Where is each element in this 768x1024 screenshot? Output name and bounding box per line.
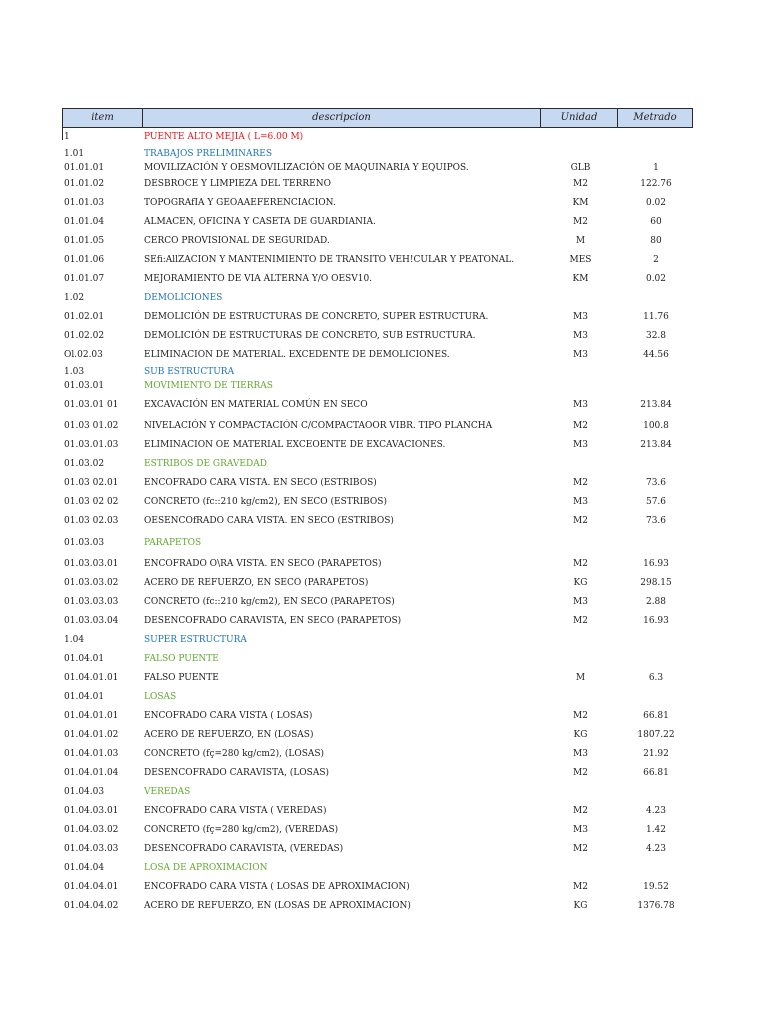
- row-metrado: 16.93: [643, 616, 669, 626]
- table-row: [62, 726, 693, 745]
- row-metrado: 19.52: [643, 882, 669, 892]
- row-unit: M3: [573, 331, 588, 341]
- row-description: ENCOFRADO CARA VISTA ( LOSAS DE APROXIMACION): [144, 882, 410, 892]
- row-description: SUB ESTRUCTURA: [144, 367, 235, 377]
- row-code: 01.01.01: [64, 163, 105, 173]
- row-unit: M: [575, 236, 586, 246]
- row-metrado: 2: [653, 255, 659, 265]
- row-unit: M2: [573, 516, 588, 526]
- table-row: [62, 783, 693, 802]
- row-metrado: 2.88: [645, 597, 667, 607]
- table-row: [62, 194, 693, 213]
- row-code: 01.02.02: [64, 331, 105, 341]
- row-unit: KM: [572, 198, 589, 208]
- table-row: [62, 308, 693, 327]
- row-description: EXCAVACIÓN EN MATERIAL COMÚN EN SECO: [144, 400, 368, 410]
- row-description: ELIMINACION DE MATERIAL. EXCEDENTE DE DEMOLICIONES.: [144, 350, 450, 360]
- row-unit: M2: [573, 768, 588, 778]
- row-description: MOVILIZACIÓN Y OESMOVILIZACIÓN OE MAQUINARIA Y EQUIPOS.: [144, 163, 469, 173]
- row-unit: M2: [573, 711, 588, 721]
- table-row: [62, 161, 693, 175]
- row-code: 01.03 02.03: [64, 516, 119, 526]
- row-code: 1.02: [64, 293, 85, 303]
- row-metrado: 66.81: [643, 768, 669, 778]
- header-unidad: Unidad: [541, 109, 618, 127]
- row-unit: M2: [573, 179, 588, 189]
- table-row: [62, 365, 693, 379]
- table-row: [62, 147, 693, 161]
- row-description: OESENCOfRADO CARA VISTA. EN SECO (ESTRIBOS): [144, 516, 394, 526]
- row-metrado: 4.23: [645, 806, 667, 816]
- row-description: TOPOGRAfIA Y GEOAAEFERENCIACION.: [144, 198, 336, 208]
- row-metrado: 4.23: [645, 844, 667, 854]
- table-row: [62, 650, 693, 669]
- row-unit: KG: [573, 901, 588, 911]
- row-description: ENCOFRADO CARA VISTA. EN SECO (ESTRIBOS): [144, 478, 377, 488]
- table-header: [62, 108, 693, 128]
- table-row: [62, 251, 693, 270]
- row-description: PUENTE ALTO MEJIA ( L=6.00 M): [144, 132, 304, 142]
- row-code: 01.03.01: [64, 381, 105, 391]
- row-code: 01.04.03.03: [64, 844, 119, 854]
- row-unit: M2: [573, 844, 588, 854]
- row-metrado: 80: [650, 236, 662, 246]
- row-description: ACERO DE REFUERZO, EN SECO (PARAPETOS): [144, 578, 369, 588]
- row-description: SEfi:AllZACION Y MANTENIMIENTO DE TRANSITO VEH!CULAR Y PEATONAL.: [144, 255, 515, 265]
- table-row: [62, 393, 693, 417]
- header-descripcion: descripcion: [143, 109, 541, 127]
- row-unit: M3: [573, 497, 588, 507]
- row-code: 01.04.01.04: [64, 768, 119, 778]
- table-row: [62, 631, 693, 650]
- row-code: 01.03.01 01: [64, 400, 119, 410]
- row-description: LOSAS: [144, 692, 177, 702]
- row-description: TRABAJOS PRELIMINARES: [144, 149, 272, 159]
- row-unit: MES: [569, 255, 592, 265]
- row-unit: M2: [573, 806, 588, 816]
- row-metrado: 100.8: [643, 421, 669, 431]
- row-description: ACERO DE REFUERZO, EN (LOSAS): [144, 730, 314, 740]
- row-unit: KG: [573, 578, 588, 588]
- row-metrado: 73.6: [645, 478, 667, 488]
- table-row: [62, 379, 693, 393]
- row-metrado: 1807.22: [637, 730, 675, 740]
- row-code: 01.04.01.03: [64, 749, 119, 759]
- row-unit: M2: [573, 478, 588, 488]
- budget-table: [62, 108, 693, 916]
- header-item: item: [63, 109, 143, 127]
- row-code: 01.04.01.02: [64, 730, 119, 740]
- row-code: 1.03: [64, 367, 85, 377]
- table-row: [62, 593, 693, 612]
- row-description: CERCO PROVISIONAL DE SEGURIDAD.: [144, 236, 330, 246]
- row-metrado: 44.56: [643, 350, 669, 360]
- row-code: 01.03 01.02: [64, 421, 119, 431]
- row-description: CONCRETO (fc::210 kg/cm2), EN SECO (PARAPETOS): [144, 597, 395, 607]
- table-body: [62, 128, 693, 916]
- row-description: DESENCOFRADO CARAVISTA, (VEREDAS): [144, 844, 344, 854]
- row-code: 01.01.02: [64, 179, 105, 189]
- row-code: 01.04.01: [64, 654, 105, 664]
- row-unit: KM: [572, 274, 589, 284]
- table-row: [62, 232, 693, 251]
- row-description: DEMOLICIÓN DE ESTRUCTURAS DE CONCRETO, SUB ESTRUCTURA.: [144, 331, 476, 341]
- table-row: [62, 764, 693, 783]
- row-code: 01.04.03: [64, 787, 105, 797]
- table-row: [62, 455, 693, 474]
- row-code: 01.04.01.01: [64, 673, 119, 683]
- table-row: [62, 289, 693, 308]
- table-row: [62, 859, 693, 878]
- row-description: DESENCOFRADO CARAVISTA, (LOSAS): [144, 768, 330, 778]
- row-code: 01.04.01.01: [64, 711, 119, 721]
- row-metrado: 57.6: [645, 497, 667, 507]
- table-row: [62, 802, 693, 821]
- row-code: 01.03.01.03: [64, 440, 119, 450]
- row-code: 01.01.07: [64, 274, 105, 284]
- row-metrado: 213.84: [640, 400, 672, 410]
- row-code: 1.04: [64, 635, 85, 645]
- row-code: 01.04.01: [64, 692, 105, 702]
- table-row: [62, 574, 693, 593]
- row-metrado: 0.02: [645, 274, 667, 284]
- table-row: [62, 745, 693, 764]
- table-row: [62, 897, 693, 916]
- table-row: [62, 531, 693, 555]
- row-code: 01.02.01: [64, 312, 105, 322]
- table-row: [62, 436, 693, 455]
- row-code: 01.04.04: [64, 863, 105, 873]
- table-row: [62, 493, 693, 512]
- row-unit: M2: [573, 559, 588, 569]
- row-metrado: 73.6: [645, 516, 667, 526]
- row-unit: KG: [573, 730, 588, 740]
- table-row: [62, 327, 693, 346]
- row-description: LOSA DE APROXIMACION: [144, 863, 268, 873]
- row-metrado: 122.76: [640, 179, 672, 189]
- row-description: FALSO PUENTE: [144, 673, 219, 683]
- table-row: [62, 474, 693, 493]
- row-code: 01.04.04.01: [64, 882, 119, 892]
- row-code: Ol.02.03: [64, 350, 103, 360]
- row-code: 1: [64, 132, 70, 142]
- table-row: [62, 688, 693, 707]
- row-description: ENCOFRADO O\RA VISTA. EN SECO (PARAPETOS): [144, 559, 382, 569]
- table-row: [62, 128, 693, 147]
- row-metrado: 1: [653, 163, 659, 173]
- row-code: 1.01: [64, 149, 85, 159]
- row-description: CONCRETO (fc::210 kg/cm2), EN SECO (ESTRIBOS): [144, 497, 387, 507]
- row-description: MEJORAMIENTO DE VIA ALTERNA Y/O OESV10.: [144, 274, 373, 284]
- row-code: 01.03.03.03: [64, 597, 119, 607]
- row-unit: M3: [573, 400, 588, 410]
- row-description: CONCRETO (fç=280 kg/cm2), (VEREDAS): [144, 825, 339, 835]
- row-description: NIVELACIÓN Y COMPACTACIÓN C/COMPACTAOOR VIBR. TIPO PLANCHA: [144, 421, 493, 431]
- row-metrado: 16.93: [643, 559, 669, 569]
- row-metrado: 60: [650, 217, 662, 227]
- row-description: DESENCOFRADO CARAVISTA, EN SECO (PARAPETOS): [144, 616, 402, 626]
- row-code: 01.04.03.02: [64, 825, 119, 835]
- header-metrado: Metrado: [633, 112, 677, 123]
- row-description: ALMACEN, OFICINA Y CASETA DE GUARDIANIA.: [144, 217, 376, 227]
- row-code: 01.04.03.01: [64, 806, 119, 816]
- table-row: [62, 346, 693, 365]
- row-metrado: 11.76: [643, 312, 669, 322]
- row-description: MOVIMIENTO DE TIERRAS: [144, 381, 273, 391]
- table-row: [62, 512, 693, 531]
- row-unit: M3: [573, 440, 588, 450]
- row-code: 01.01.06: [64, 255, 105, 265]
- row-code: 01.03.02: [64, 459, 105, 469]
- row-unit: M3: [573, 597, 588, 607]
- row-code: 01.03.03: [64, 538, 105, 548]
- row-description: CONCRETO (fç=280 kg/cm2), (LOSAS): [144, 749, 325, 759]
- row-code: 01.03.03.04: [64, 616, 119, 626]
- row-description: DEMOLICIÓN DE ESTRUCTURAS DE CONCRETO, SUPER ESTRUCTURA.: [144, 312, 489, 322]
- row-unit: M3: [573, 825, 588, 835]
- row-description: DESBROCE Y LIMPIEZA DEL TERRENO: [144, 179, 331, 189]
- row-description: FALSO PUENTE: [144, 654, 219, 664]
- row-code: 01.03.03.01: [64, 559, 119, 569]
- row-unit: M2: [573, 616, 588, 626]
- row-metrado: 0.02: [645, 198, 667, 208]
- table-row: [62, 669, 693, 688]
- row-description: SUPER ESTRUCTURA: [144, 635, 247, 645]
- row-description: VEREDAS: [144, 787, 191, 797]
- row-unit: M2: [573, 882, 588, 892]
- row-code: 01.01.04: [64, 217, 105, 227]
- table-row: [62, 555, 693, 574]
- row-unit: GLB: [570, 163, 591, 173]
- row-metrado: 21.92: [643, 749, 669, 759]
- row-code: 01.01.03: [64, 198, 105, 208]
- row-description: ENCOFRADO CARA VISTA ( VEREDAS): [144, 806, 327, 816]
- table-row: [62, 821, 693, 840]
- row-code: 01.03.03.02: [64, 578, 119, 588]
- row-code: 01.04.04.02: [64, 901, 119, 911]
- row-description: ESTRIBOS DE GRAVEDAD: [144, 459, 267, 469]
- row-unit: M3: [573, 350, 588, 360]
- row-description: ACERO DE REFUERZO, EN (LOSAS DE APROXIMACION): [144, 901, 411, 911]
- row-metrado: 32.8: [645, 331, 667, 341]
- table-row: [62, 840, 693, 859]
- row-metrado: 298.15: [640, 578, 672, 588]
- row-unit: M2: [573, 421, 588, 431]
- row-metrado: 6.3: [648, 673, 664, 683]
- row-description: ELIMINACION OE MATERIAL EXCEOENTE DE EXCAVACIONES.: [144, 440, 446, 450]
- row-code: 01.03 02 02: [64, 497, 119, 507]
- row-unit: M: [575, 673, 586, 683]
- table-row: [62, 175, 693, 194]
- row-unit: M3: [573, 749, 588, 759]
- row-unit: M3: [573, 312, 588, 322]
- row-code: 01.01.05: [64, 236, 105, 246]
- row-metrado: 1376.78: [637, 901, 675, 911]
- row-description: ENCOFRADO CARA VISTA ( LOSAS): [144, 711, 313, 721]
- row-metrado: 1.42: [645, 825, 667, 835]
- row-metrado: 213.84: [640, 440, 672, 450]
- row-code: 01.03 02.01: [64, 478, 119, 488]
- table-row: [62, 417, 693, 436]
- table-row: [62, 612, 693, 631]
- table-row: [62, 707, 693, 726]
- table-row: [62, 270, 693, 289]
- row-metrado: 66.81: [643, 711, 669, 721]
- row-description: PARAPETOS: [144, 538, 202, 548]
- row-description: DEMOLICIONES: [144, 293, 223, 303]
- row-unit: M2: [573, 217, 588, 227]
- table-row: [62, 213, 693, 232]
- table-row: [62, 878, 693, 897]
